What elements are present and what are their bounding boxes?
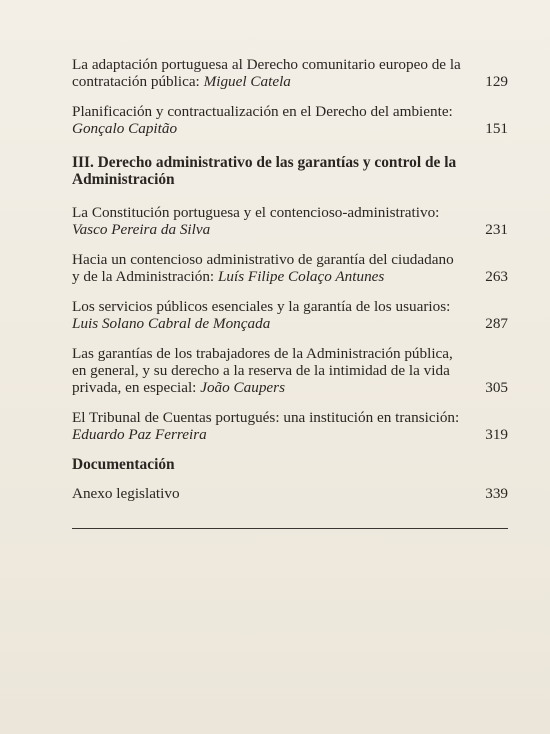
toc-entry[interactable] <box>72 345 508 396</box>
entry-title: Anexo legislativo <box>72 485 180 502</box>
toc-entry[interactable] <box>72 56 508 90</box>
entry-author: Luís Filipe Colaço Antunes <box>217 268 385 285</box>
entry-title: Planificación y contractualización en el Derecho del ambiente: <box>72 103 453 120</box>
entry-author: Vasco Pereira da Silva <box>72 221 211 238</box>
divider-rule <box>72 528 508 529</box>
toc-entry[interactable] <box>72 251 508 285</box>
entry-author: Luis Solano Cabral de Monçada <box>72 315 271 332</box>
entry-title: Los servicios públicos esenciales y la garantía de los usuarios: <box>72 298 451 315</box>
toc-entry[interactable] <box>72 409 508 443</box>
table-of-contents <box>72 56 508 515</box>
entry-title: La Constitución portuguesa y el contencioso-administrativo: <box>72 204 440 221</box>
entry-page-number: 151 <box>485 120 508 137</box>
entry-page-number: 339 <box>485 485 508 502</box>
entry-author: João Caupers <box>200 379 285 396</box>
entry-page-number: 263 <box>485 268 508 285</box>
entry-page-number: 287 <box>485 315 508 332</box>
section-heading: III. Derecho administrativo de las garantías y control de la Administración <box>72 154 457 188</box>
entry-page-number: 319 <box>485 426 508 443</box>
entry-title: El Tribunal de Cuentas portugués: una institución en transición: <box>72 409 460 426</box>
documentation-heading: Documentación <box>72 456 175 473</box>
entry-page-number: 305 <box>485 379 508 396</box>
toc-entry[interactable] <box>72 204 508 238</box>
entry-title: La adaptación portuguesa al Derecho comunitario europeo de la contratación pública: <box>72 56 461 90</box>
toc-entry[interactable] <box>72 485 508 502</box>
entry-page-number: 231 <box>485 221 508 238</box>
entry-author: Miguel Catela <box>203 73 291 90</box>
entry-author: Gonçalo Capitão <box>72 120 178 137</box>
entry-title: Hacia un contencioso administrativo de garantía del ciudadano y de la Administración: <box>72 251 454 285</box>
entry-page-number: 129 <box>485 73 508 90</box>
toc-entry[interactable] <box>72 298 508 332</box>
toc-entry[interactable] <box>72 103 508 137</box>
entry-title: Las garantías de los trabajadores de la Administración pública, en general, y su derecho a la reserva de la intimidad de la vida privada, en especial: <box>72 345 453 396</box>
entry-author: Eduardo Paz Ferreira <box>72 426 207 443</box>
